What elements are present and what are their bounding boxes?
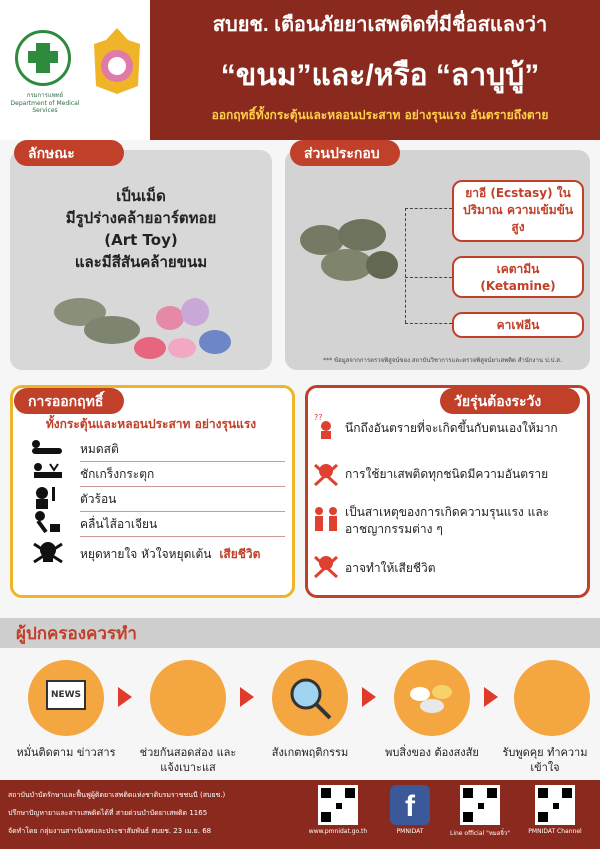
- logo-caption: กรมการแพทย์ Department of Medical Services: [10, 92, 80, 114]
- observe-illustration: [272, 660, 348, 736]
- talk-illustration: [514, 660, 590, 736]
- line-caption: Line official "หมอจิ๋ว": [449, 830, 511, 837]
- seizure-icon: [30, 460, 66, 484]
- characteristics-label: ลักษณะ: [14, 140, 124, 166]
- nausea-icon: [30, 510, 66, 534]
- effect-item: หมดสติ: [80, 440, 285, 462]
- teen-item: อาจทำให้เสียชีวิต: [345, 561, 436, 575]
- char-line: (Art Toy): [104, 231, 178, 249]
- footer-hotline: ปรึกษาปัญหายาและสารเสพติดได้ที่ สายด่วนบำบัดยาเสพติด 1165: [8, 809, 208, 817]
- facebook-icon[interactable]: f: [390, 785, 430, 825]
- line-qr-code[interactable]: [460, 785, 500, 825]
- parent-step-label: พบสิ่งของ ต้องสงสัย: [385, 746, 479, 759]
- violence-icon: [312, 505, 340, 533]
- char-line: และมีสีสันคล้ายขนม: [74, 253, 208, 271]
- footer-org: สถาบันบำบัดรักษาและฟื้นฟูผู้ติดยาเสพติดแห่งชาติบรมราชชนนี (สบยช.): [8, 791, 226, 799]
- arrow-icon: [240, 687, 254, 707]
- magnifier-icon: [286, 674, 334, 722]
- channel-caption: PMNIDAT Channel: [528, 828, 582, 835]
- arrow-icon: [118, 687, 132, 707]
- moph-logo: [15, 30, 71, 86]
- pills-photo: [40, 290, 240, 360]
- ingredient-ecstasy: ยาอี (Ecstasy) ในปริมาณ ความเข้มข้นสูง: [452, 180, 584, 242]
- parents-title: ผู้ปกครองควรทำ: [16, 624, 137, 643]
- fatal-text: เสียชีวิต: [219, 547, 261, 561]
- pill-cluster-photo: [292, 205, 402, 295]
- svg-text:??: ??: [314, 413, 323, 422]
- news-sign: NEWS: [46, 680, 86, 710]
- arrow-icon: [362, 687, 376, 707]
- ingredient-caffeine: คาเฟอีน: [452, 312, 584, 338]
- char-line: เป็นเม็ด: [116, 187, 166, 205]
- thinking-person-icon: [312, 412, 340, 440]
- ingredient-ketamine: เคตามีน (Ketamine): [452, 256, 584, 298]
- skull-death-icon: [312, 552, 340, 580]
- effect-item-fatal: หยุดหายใจ หัวใจหยุดเต้น เสียชีวิต: [80, 547, 261, 561]
- arrow-icon: [484, 687, 498, 707]
- website-qr-code[interactable]: [318, 785, 358, 825]
- lookout-illustration: [150, 660, 226, 736]
- parent-step-label: ช่วยกันสอดส่อง และแจ้งเบาะแส: [139, 746, 237, 774]
- teen-item: การใช้ยาเสพติดทุกชนิดมีความอันตราย: [345, 467, 549, 481]
- effect-item: ชักเกร็งกระตุก: [80, 465, 285, 487]
- channel-qr-code[interactable]: [535, 785, 575, 825]
- facebook-caption: PMNIDAT: [396, 828, 424, 835]
- footer-credit: จัดทำโดย กลุ่มงานสารนิเทศและประชาสัมพันธ์ สบยช. 23 เม.ย. 68: [8, 827, 212, 835]
- effects-heading: ทั้งกระตุ้นและหลอนประสาท อย่างรุนแรง: [45, 417, 257, 431]
- pills-icon: [406, 682, 458, 714]
- ingredients-note: *** ข้อมูลจากการตรวจพิสูจน์ของ สถาบันวิชาการและตรวจพิสูจน์ยาเสพติด สำนักงาน ป.ป.ส.: [323, 357, 562, 364]
- effect-item: คลื่นไส้อาเจียน: [80, 515, 285, 537]
- page-title: สบยช. เตือนภัยยาเสพติดที่มีชื่อสแลงว่า: [212, 14, 548, 36]
- characteristics-text: [10, 185, 272, 273]
- tagline: ออกฤทธิ์ทั้งกระตุ้นและหลอนประสาท อย่างรุนแรง อันตรายถึงตาย: [211, 108, 549, 122]
- parent-step-label: หมั่นติดตาม ข่าวสาร: [16, 746, 116, 759]
- ingredients-label: ส่วนประกอบ: [290, 140, 400, 166]
- teen-item: เป็นสาเหตุของการเกิดความรุนแรง และอาชญากรรมต่าง ๆ: [345, 505, 550, 536]
- effects-label: การออกฤทธิ์: [14, 388, 124, 414]
- page-subtitle: “ขนม”และ/หรือ “ลาบูบู้”: [220, 59, 540, 92]
- parent-step-label: รับพูดคุย ทำความเข้าใจ: [502, 746, 588, 774]
- unconscious-icon: [30, 434, 66, 458]
- suspicious-items-illustration: [394, 660, 470, 736]
- pmnidat-logo: [88, 26, 146, 96]
- website-caption: www.pmnidat.go.th: [308, 828, 368, 835]
- fever-icon: [30, 485, 66, 509]
- parent-step-label: สังเกตพฤติกรรม: [271, 746, 349, 759]
- teen-item: นึกถึงอันตรายที่จะเกิดขึ้นกับตนเองให้มาก: [345, 421, 558, 435]
- skull-crossbones-icon: [312, 460, 340, 488]
- teens-label: วัยรุ่นต้องระวัง: [440, 388, 580, 414]
- char-line: มีรูปร่างคล้ายอาร์ตทอย: [65, 209, 217, 227]
- skull-icon: [30, 540, 66, 564]
- effect-item: ตัวร้อน: [80, 490, 285, 512]
- news-illustration: [28, 660, 104, 736]
